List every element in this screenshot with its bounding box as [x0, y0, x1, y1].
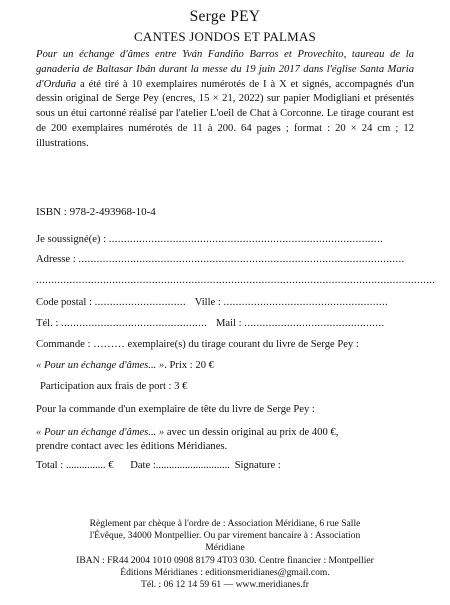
mail-label: Mail :: [216, 318, 242, 329]
city-field[interactable]: [195, 297, 388, 308]
address-field[interactable]: [36, 254, 405, 265]
postal-label: Code postal :: [36, 297, 92, 308]
head-copy-text: avec un dessin original au prix de 400 €,: [164, 427, 339, 438]
description-italic-lead: Pour un échange d'âmes entre Yván Fandiño Barros et Provechito, taureau de la ganaderia de Baltasar Ibán durant la messe du 19 juin 2017 dans l'église Santa Maria d'Orduña: [36, 49, 414, 90]
total-field[interactable]: Total : ............... €: [36, 460, 114, 471]
head-copy-contact: prendre contact avec les éditions Méridianes.: [36, 441, 228, 452]
city-dots: ......................................................: [223, 297, 389, 308]
book-description: [36, 48, 414, 152]
city-label: Ville :: [194, 297, 221, 308]
footer-contact: Tél. : 06 12 14 59 61 — www.meridianes.fr: [140, 579, 310, 591]
book-short-title: « Pour un échange d'âmes... »: [36, 360, 165, 371]
address-field-2[interactable]: [36, 275, 435, 286]
phone-label: Tél. :: [36, 318, 59, 329]
footer-iban: IBAN : FR44 2004 1010 0908 8179 4T03 030. Centre financier : Montpellier: [76, 554, 374, 566]
book-title: CANTES JONDOS ET PALMAS: [134, 29, 316, 44]
author-name: Serge PEY: [189, 8, 261, 25]
date-field[interactable]: Date :............................: [130, 460, 230, 471]
footer-line-1: Règlement par chèque à l'ordre de : Association Méridiane, 6 rue Salle: [89, 518, 361, 529]
head-copy-offer: [36, 427, 338, 438]
postal-city-row: [36, 297, 388, 308]
mail-field[interactable]: [216, 318, 385, 329]
phone-dots: ................................................: [61, 318, 208, 329]
signature-field[interactable]: Signature :: [234, 460, 281, 471]
price-text: . Prix : 20 €: [164, 360, 214, 371]
name-field[interactable]: [36, 234, 383, 245]
phone-mail-row: [36, 318, 385, 329]
address-dots: ...........................................................................................................: [78, 254, 405, 265]
description-body: a été tiré à 10 exemplaires numérotés de I à X et signés, accompagnés d'un dessin original de Serge Pey (encres, 15 × 21, 2022) sur papier Modigliani et présentés sous un étui cartonné réalisé par l'atelier L'oeil de Chat à Corconne. Le tirage courant est de 200 exemplaires numérotés de 11 à 200. 64 pages ; format : 20 × 24 cm ; 12 illustrations.: [36, 78, 414, 149]
name-dots: ..........................................................................................: [108, 234, 384, 245]
footer-email: Éditions Méridianes : editionsmeridianes@gmail.com.: [120, 566, 330, 578]
address-label: Adresse :: [36, 254, 76, 265]
price-line: [36, 360, 214, 371]
command-line: Commande : ……… exemplaire(s) du tirage courant du livre de Serge Pey :: [36, 339, 359, 350]
footer-line-2: l'Évêque, 34000 Montpellier. Ou par virement bancaire à : Association: [89, 530, 361, 542]
total-row: [36, 460, 281, 471]
address-dots-2: ...................................................................................................................................: [36, 275, 436, 286]
isbn: ISBN : 978-2-493968-10-4: [36, 206, 156, 218]
postal-dots: ..............................: [94, 297, 187, 308]
payment-footer: [30, 518, 420, 591]
postal-field[interactable]: [36, 297, 189, 308]
shipping-line: Participation aux frais de port : 3 €: [40, 381, 188, 392]
mail-dots: ..............................................: [244, 318, 385, 329]
head-copy-title: « Pour un échange d'âmes... »: [36, 427, 165, 438]
name-label: Je soussigné(e) :: [36, 234, 107, 245]
footer-line-3: Méridiane: [205, 542, 245, 554]
phone-field[interactable]: [36, 318, 210, 329]
head-copy-line: Pour la commande d'un exemplaire de tête du livre de Serge Pey :: [36, 404, 315, 415]
